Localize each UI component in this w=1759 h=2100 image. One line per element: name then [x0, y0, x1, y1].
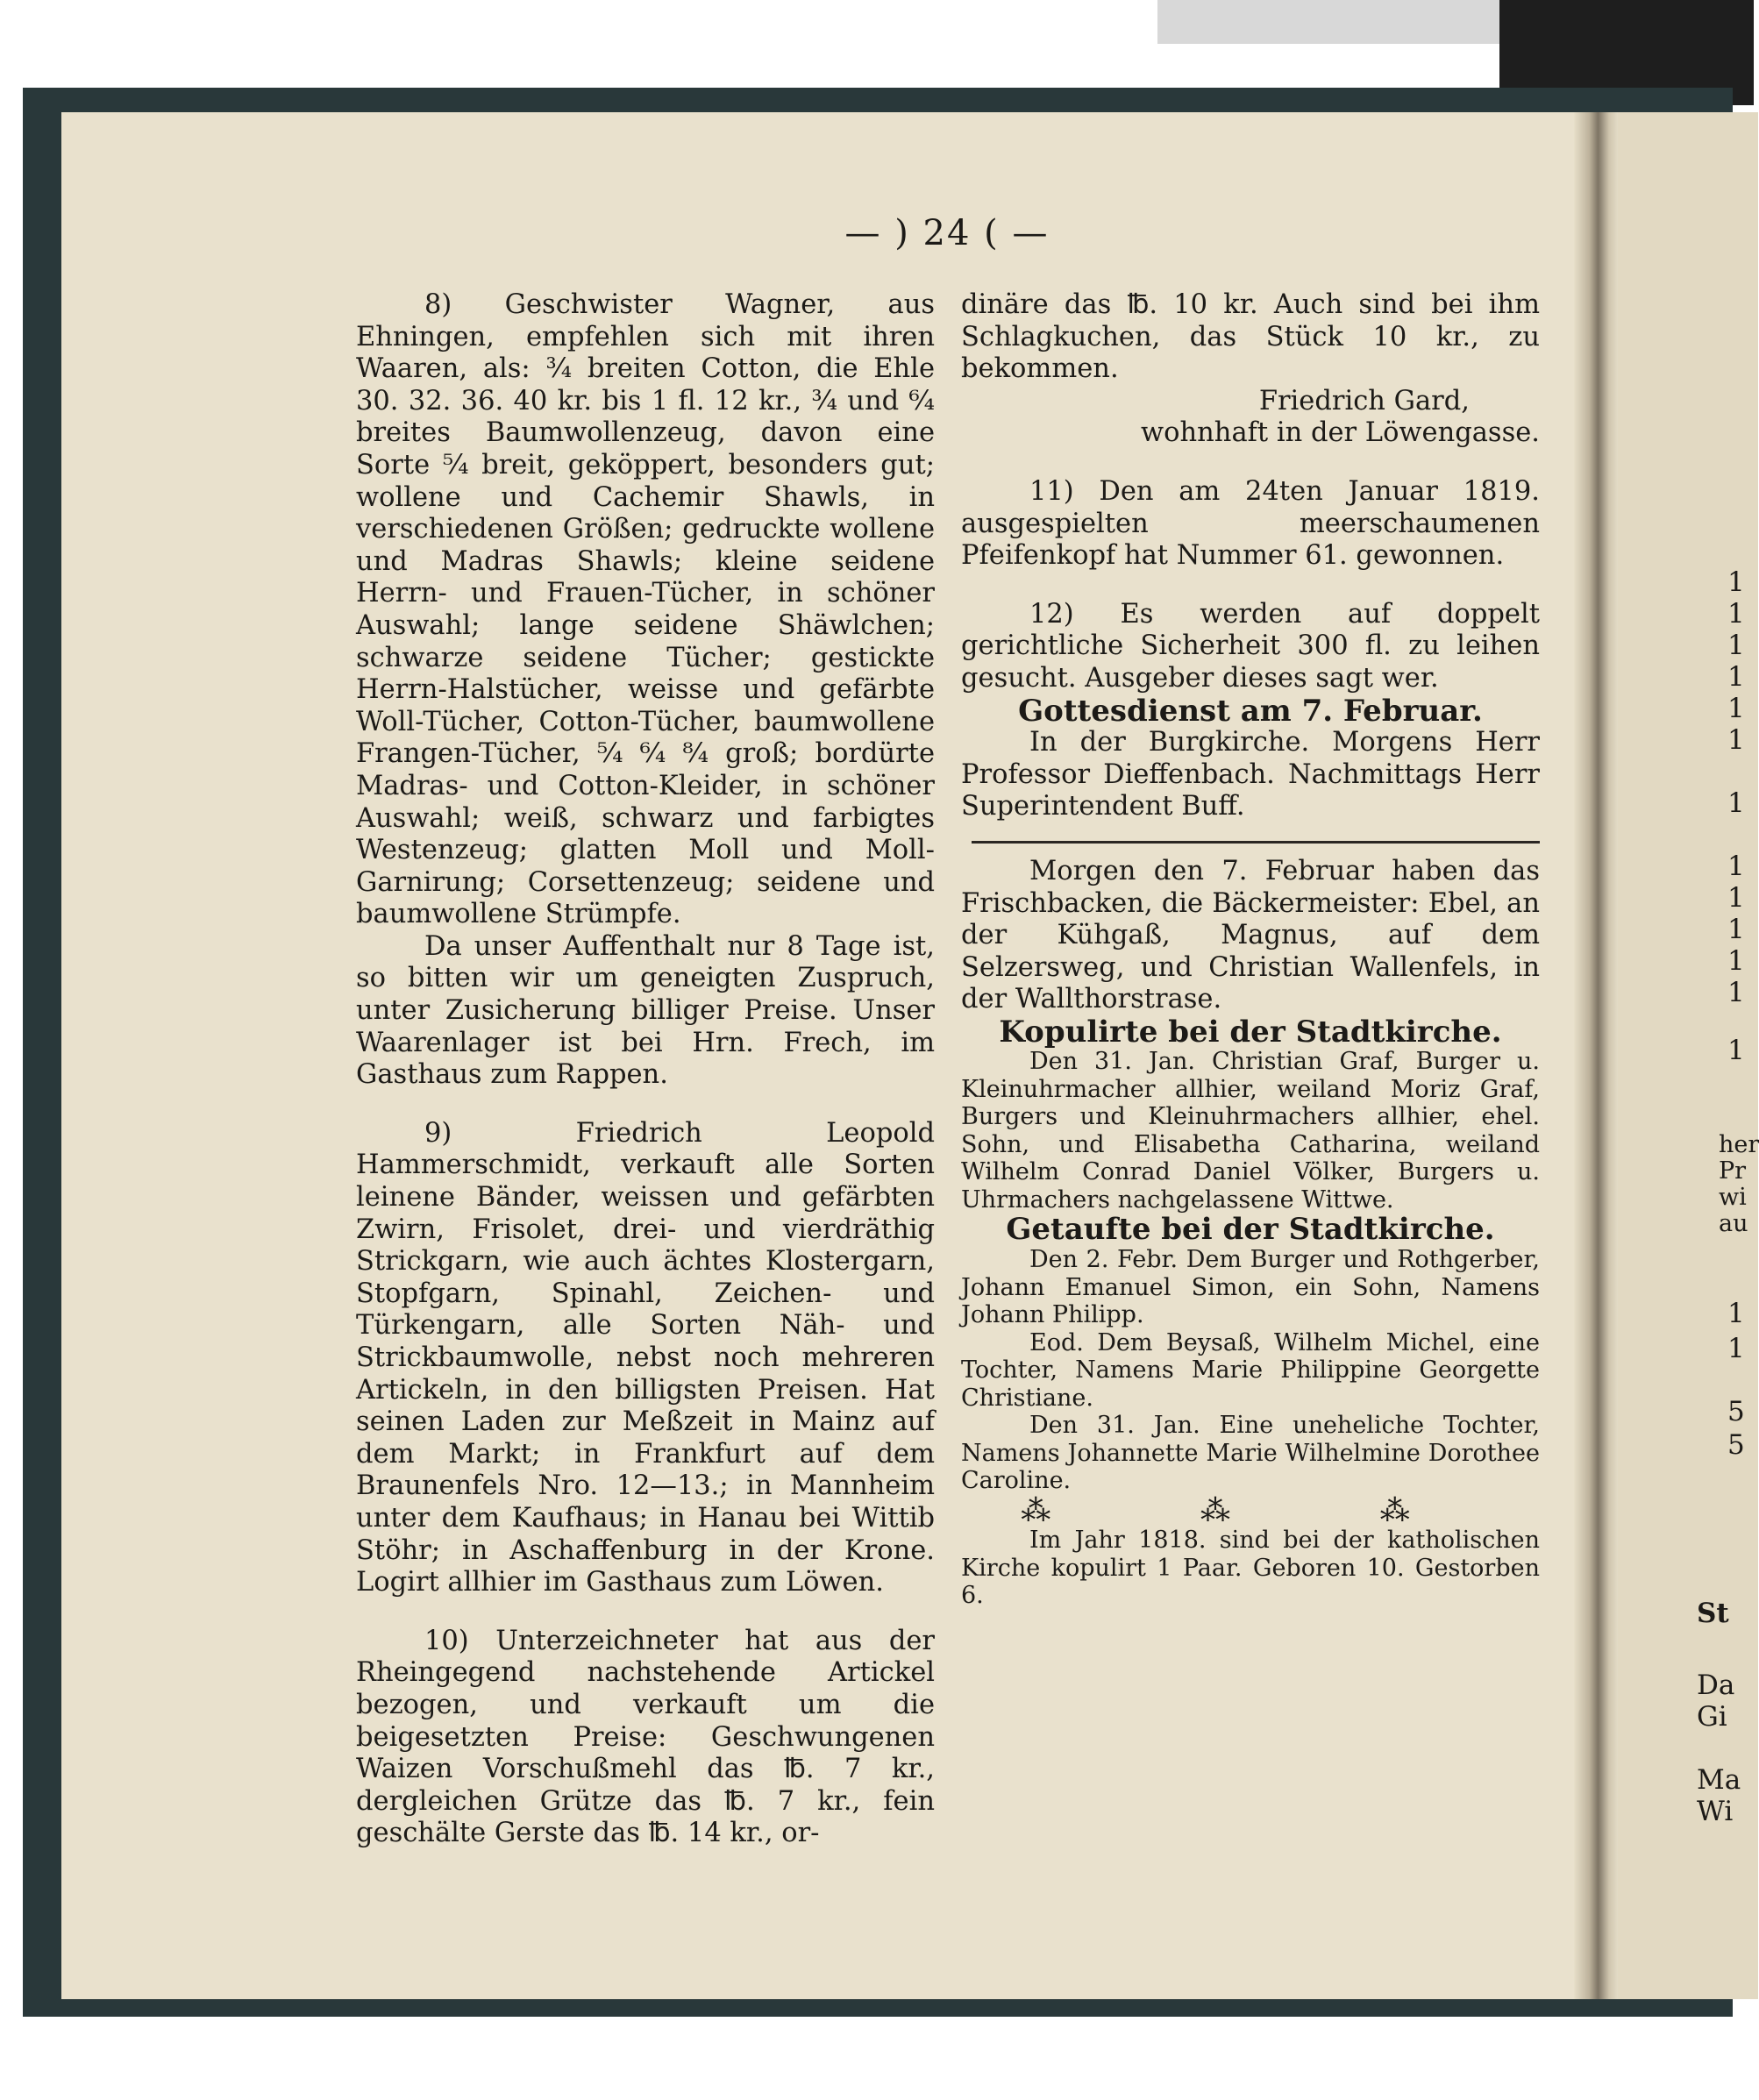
adjacent-fragment: 1	[1727, 882, 1745, 914]
adjacent-fragment: au	[1719, 1210, 1748, 1237]
entry-8: 8) Geschwister Wagner, aus Ehningen, empfehlen sich mit ihren Waaren, als: ¾ breiten Cotton, die Ehle 30. 32. 36. 40 kr. bis 1 fl. 12 kr., ¾ und ⁶⁄₄ breites Baumwollenzeug, davon eine Sorte ⁵⁄₄ breit, geköppert, besonders gut; wollene und Cachemir Shawls, in verschiedenen Größen; gedruckte wollene und Madras Shawls; kleine seidene Herrn- und Frauen-Tücher, in schöner Auswahl; lange seidene Shäwlchen; schwarze seidene Tücher; gestickte Herrn-Halstücher, weisse und gefärbte Woll-Tücher, Cotton-Tücher, baumwollene Frangen-Tücher, ⁵⁄₄ ⁶⁄₄ ⁸⁄₄ groß; bordürte Madras- und Cotton-Kleider, in schöner Auswahl; weiß, schwarz und farbigtes Westenzeug; glatten Moll und Moll-Garnirung; Corsettenzeug; seidene und baumwollene Strümpfe.	[356, 289, 935, 930]
asterism-ornament: ⁂ ⁂ ⁂	[1021, 1492, 1480, 1528]
entry-8-continued: Da unser Auffenthalt nur 8 Tage ist, so bitten wir um geneigten Zuspruch, unter Zusicherung billiger Preise. Unser Waarenlager ist bei Hrn. Frech, im Gasthaus zum Rappen.	[356, 930, 935, 1091]
entry-11: 11) Den am 24ten Januar 1819. ausgespielten meerschaumenen Pfeifenkopf hat Nummer 61. gewonnen.	[961, 475, 1540, 572]
adjacent-fragment: Wi	[1697, 1796, 1734, 1827]
adjacent-fragment: St	[1697, 1598, 1729, 1629]
adjacent-fragment: Ma	[1697, 1764, 1741, 1796]
year-note: Im Jahr 1818. sind bei der katholischen Kirche kopulirt 1 Paar. Geboren 10. Gestorben 6.	[961, 1527, 1540, 1610]
adjacent-fragment: 1	[1727, 787, 1745, 819]
adjacent-fragment: Pr	[1719, 1157, 1747, 1185]
adjacent-fragment: 1	[1727, 724, 1745, 756]
copulated-text: Den 31. Jan. Christian Graf, Burger u. Kleinuhrmacher allhier, weiland Moriz Graf, Burgers und Kleinuhrmachers allhier, ehel. Sohn, und Elisabetha Catharina, weiland Wilhelm Conrad Daniel Völker, Burgers u. Uhrmachers nachgelassene Wittwe.	[961, 1048, 1540, 1214]
baptized-entry: Eod. Dem Beysaß, Wilhelm Michel, eine Tochter, Namens Marie Philippine Georgette Christiane.	[961, 1328, 1540, 1412]
page-number: — ) 24 ( —	[844, 213, 1050, 253]
entry-9: 9) Friedrich Leopold Hammerschmidt, verkauft alle Sorten leinene Bänder, weissen und gefärbten Zwirn, Frisolet, drei- und vierdräthig Strickgarn, wie auch ächtes Klostergarn, Stopfgarn, Spinahl, Zeichen- und Türkengarn, alle Sorten Näh- und Strickbaumwolle, nebst noch mehreren Artickeln, in den billigsten Preisen. Hat seinen Laden zur Meßzeit in Mainz auf dem Markt; in Frankfurt auf dem Braunenfels Nro. 12—13.; in Mannheim unter dem Kaufhaus; in Hanau bei Wittib Stöhr; in Aschaffenburg in der Krone. Logirt allhier im Gasthaus zum Löwen.	[356, 1117, 935, 1598]
adjacent-fragment: 5	[1727, 1429, 1745, 1461]
baptized-entry: Den 2. Febr. Dem Burger und Rothgerber, Johann Emanuel Simon, ein Sohn, Namens Johann Philipp.	[961, 1246, 1540, 1329]
adjacent-fragment: her	[1719, 1131, 1759, 1158]
bakers-notice: Morgen den 7. Februar haben das Frischbacken, die Bäckermeister: Ebel, an der Kühgaß, Magnus, auf dem Selzersweg, und Christian Wallenfels, in der Wallthorstrase.	[961, 855, 1540, 1015]
entry-12: 12) Es werden auf doppelt gerichtliche Sicherheit 300 fl. zu leihen gesucht. Ausgeber dieses sagt wer.	[961, 598, 1540, 694]
entry-10: 10) Unterzeichneter hat aus der Rheingegend nachstehende Artickel bezogen, und verkauft um die beigesetzten Preise: Geschwungenen Waizen Vorschußmehl das ℔. 7 kr., dergleichen Grütze das ℔. 7 kr., fein geschälte Gerste das ℔. 14 kr., or-	[356, 1625, 935, 1849]
service-text: In der Burgkirche. Morgens Herr Professor Dieffenbach. Nachmittags Herr Superintendent Buff.	[961, 727, 1540, 822]
divider	[972, 841, 1540, 844]
adjacent-fragment: 1	[1727, 851, 1745, 882]
adjacent-fragment: 1	[1727, 630, 1745, 661]
adjacent-fragment: 1	[1727, 693, 1745, 724]
adjacent-fragment: wi	[1719, 1184, 1747, 1211]
book-gutter	[1574, 112, 1618, 1999]
adjacent-fragment: Gi	[1697, 1701, 1727, 1733]
signature-address: wohnhaft in der Löwengasse.	[1141, 417, 1540, 449]
adjacent-fragment: 1	[1727, 1298, 1745, 1329]
adjacent-fragment: 1	[1727, 1333, 1745, 1364]
baptized-heading: Getaufte bei der Stadtkirche.	[1006, 1212, 1495, 1248]
left-column	[356, 289, 935, 1850]
adjacent-fragment: 1	[1727, 945, 1745, 977]
adjacent-fragment: 1	[1727, 1035, 1745, 1066]
adjacent-fragment: 1	[1727, 661, 1745, 693]
signature-name: Friedrich Gard,	[1258, 385, 1470, 416]
baptized-entry: Den 31. Jan. Eine uneheliche Tochter, Namens Johannette Marie Wilhelmine Dorothee Caroline.	[961, 1412, 1540, 1495]
adjacent-fragment: Da	[1697, 1669, 1735, 1701]
service-heading: Gottesdienst am 7. Februar.	[1018, 693, 1483, 729]
entry-10-continued: dinäre das ℔. 10 kr. Auch sind bei ihm Schlagkuchen, das Stück 10 kr., zu bekommen.	[961, 289, 1540, 385]
adjacent-fragment: 1	[1727, 566, 1745, 598]
adjacent-fragment: 5	[1727, 1396, 1745, 1427]
adjacent-fragment: 1	[1727, 977, 1745, 1008]
adjacent-fragment: 1	[1727, 598, 1745, 630]
right-column	[961, 289, 1540, 1610]
copulated-heading: Kopulirte bei der Stadtkirche.	[999, 1014, 1502, 1050]
adjacent-fragment: 1	[1727, 914, 1745, 945]
